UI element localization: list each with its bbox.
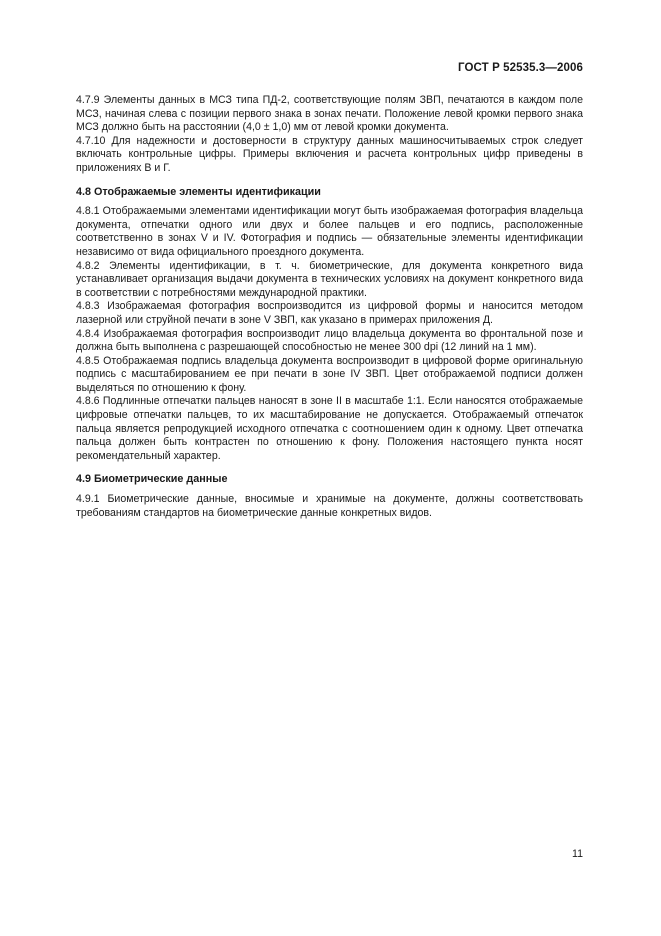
section-heading-4-9: 4.9 Биометрические данные (76, 473, 228, 486)
clause-4-8-1: 4.8.1 Отображаемыми элементами идентификации могут быть изображаемая фотография владельца документа, отпечатки одного или двух и более пальцев и его подпись, расположенные соответственно в зонах V и IV. Фотография и подпись — обязательные элементы идентификации независимо от вида официального проездного документа. (76, 205, 583, 258)
clause-4-8-5: 4.8.5 Отображаемая подпись владельца документа воспроизводит в цифровой форме оригинальную подпись с масштабированием ее при печати в зоне IV ЗВП. Цвет отображаемой подписи должен выделяться по отношению к фону. (76, 354, 583, 394)
clause-4-8-3: 4.8.3 Изображаемая фотография воспроизводится из цифровой формы и наносится методом лазерной или струйной печати в зоне V ЗВП, как указано в примерах приложения Д. (76, 300, 583, 326)
clause-4-9-1: 4.9.1 Биометрические данные, вносимые и хранимые на документе, должны соответствовать требованиям стандартов на биометрические данные конкретных видов. (76, 493, 583, 519)
clause-4-7-10: 4.7.10 Для надежности и достоверности в структуру данных машиносчитываемых строк следует включать контрольные цифры. Примеры включения и расчета контрольных цифр приведены в приложениях В и Г. (76, 134, 583, 174)
clause-4-8-2: 4.8.2 Элементы идентификации, в т. ч. биометрические, для документа конкретного вида устанавливает организация выдачи документа в технических условиях на документ конкретного вида в соответствии с потребностями международной практики. (76, 259, 583, 299)
page-number: 11 (572, 848, 583, 860)
clause-4-8-4: 4.8.4 Изображаемая фотография воспроизводит лицо владельца документа во фронтальной позе и должна быть выполнена с разрешающей способностью не менее 300 dpi (12 линий на 1 мм). (76, 327, 583, 354)
document-body (76, 94, 583, 520)
document-code-header: ГОСТ Р 52535.3—2006 (458, 62, 583, 74)
clause-4-7-9: 4.7.9 Элементы данных в МСЗ типа ПД-2, соответствующие полям ЗВП, печатаются в каждом поле МСЗ, начиная слева с позиции первого знака в зонах печати. Положение левой кромки первого знака МСЗ должно быть на расстоянии (4,0 ± 1,0) мм от левой кромки документа. (76, 94, 583, 134)
clause-4-8-6: 4.8.6 Подлинные отпечатки пальцев наносят в зоне II в масштабе 1:1. Если наносятся отображаемые цифровые отпечатки пальцев, то их масштабирование не допускается. Отображаемый отпечаток пальца является репродукцией исходного отпечатка с соотношением один к одному. Цвет отпечатка пальца должен быть контрастен по отношению к фону. Положения настоящего пункта носят рекомендательный характер. (76, 395, 583, 462)
section-heading-4-8: 4.8 Отображаемые элементы идентификации (76, 185, 321, 198)
